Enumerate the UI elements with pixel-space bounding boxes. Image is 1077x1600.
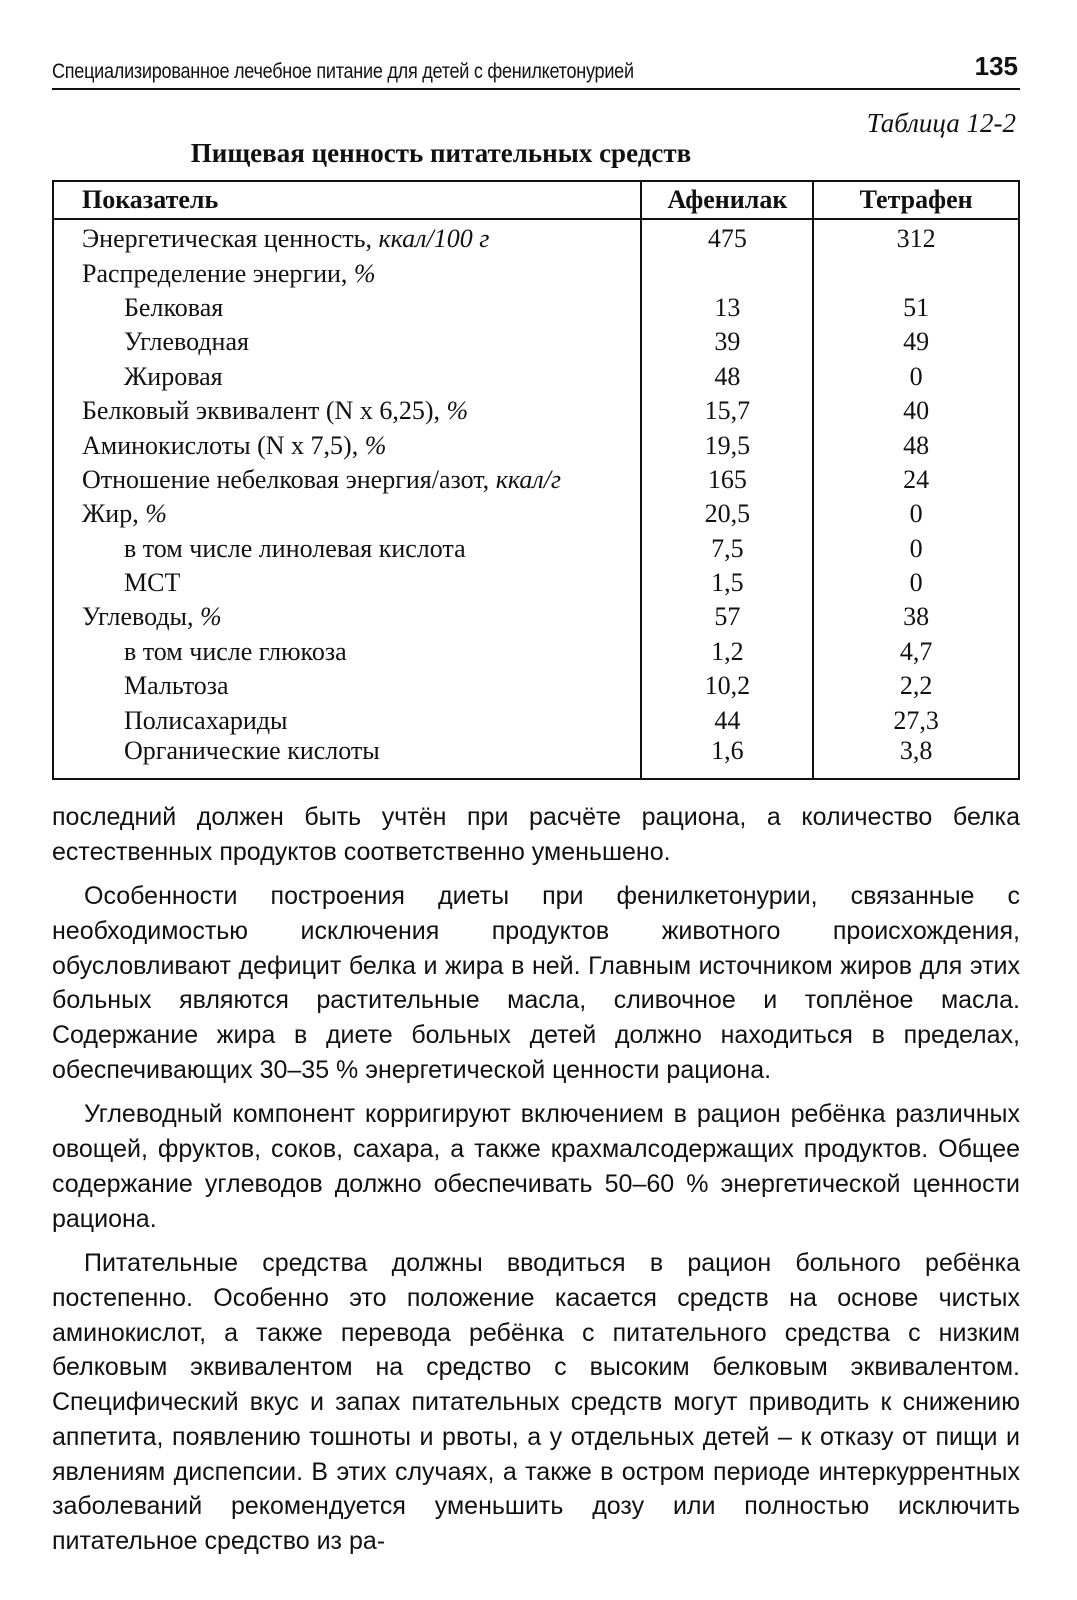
cell-afenilak: 19,5 bbox=[641, 428, 813, 462]
table-title: Пищевая ценность питательных средств bbox=[190, 138, 692, 168]
column-header-indicator: Показатель bbox=[53, 181, 641, 219]
table-row bbox=[53, 600, 1019, 634]
body-text bbox=[52, 800, 1020, 1559]
row-label: Распределение энергии, bbox=[82, 258, 354, 288]
row-label: Отношение небелковая энергия/азот, bbox=[82, 464, 496, 494]
cell-tetrafen: 0 bbox=[813, 360, 1019, 394]
cell-tetrafen bbox=[813, 256, 1019, 290]
cell-afenilak: 20,5 bbox=[641, 497, 813, 531]
row-unit: % bbox=[200, 602, 222, 632]
row-label: Белковая bbox=[124, 292, 224, 322]
row-indicator bbox=[53, 463, 641, 497]
row-indicator bbox=[53, 394, 641, 428]
table-row bbox=[53, 463, 1019, 497]
row-unit: ккал/г bbox=[495, 464, 562, 494]
table-row bbox=[53, 497, 1019, 531]
cell-afenilak: 165 bbox=[641, 463, 813, 497]
table-row bbox=[53, 325, 1019, 359]
cell-afenilak: 39 bbox=[641, 325, 813, 359]
row-label: Органические кислоты bbox=[124, 735, 380, 765]
paragraph-introduction: Питательные средства должны вводиться в рацион больного ребёнка постепенно. Особенно это положение касается средств на основе чистых аминокислот, а также перевода ребёнка с питательного средства с низким белковым эквивалентом на средство с высоким белковым эквивалентом. Специфический вкус и запах питательных средств могут приводить к снижению аппетита, появлению тошноты и рвоты, а у отдельных детей – к отказу от пищи и явлениям диспепсии. В этих случаях, а также в остром периоде интеркуррентных заболеваний рекомендуется уменьшить дозу или полностью исключить питательное средство из ра- bbox=[52, 1249, 1020, 1555]
row-indicator bbox=[53, 325, 641, 359]
cell-tetrafen: 40 bbox=[813, 394, 1019, 428]
cell-tetrafen: 2,2 bbox=[813, 669, 1019, 703]
table-row bbox=[53, 219, 1019, 256]
row-label: в том числе глюкоза bbox=[124, 636, 347, 666]
cell-afenilak bbox=[641, 256, 813, 290]
row-unit: ккал/100 г bbox=[378, 224, 490, 254]
table-row bbox=[53, 669, 1019, 703]
table-body bbox=[53, 219, 1019, 779]
row-label: Аминокислоты (N x 7,5), bbox=[82, 430, 365, 460]
cell-tetrafen: 3,8 bbox=[813, 738, 1019, 779]
row-indicator bbox=[53, 428, 641, 462]
cell-tetrafen: 0 bbox=[813, 566, 1019, 600]
cell-tetrafen: 51 bbox=[813, 291, 1019, 325]
row-unit: % bbox=[145, 499, 167, 529]
cell-tetrafen: 38 bbox=[813, 600, 1019, 634]
row-indicator bbox=[53, 532, 641, 566]
cell-tetrafen: 4,7 bbox=[813, 635, 1019, 669]
table-row bbox=[53, 635, 1019, 669]
row-label: Углеводная bbox=[124, 327, 249, 357]
table-row bbox=[53, 256, 1019, 290]
cell-afenilak: 48 bbox=[641, 360, 813, 394]
paragraph-carbohydrates: Углеводный компонент корригируют включением в рацион ребёнка различных овощей, фруктов, соков, сахара, а также крахмалсодержащих продуктов. Общее содержание углеводов должно обеспечивать 50–60 % энергетической ценности рациона. bbox=[52, 1100, 1020, 1233]
cell-afenilak: 1,2 bbox=[641, 635, 813, 669]
cell-afenilak: 475 bbox=[641, 219, 813, 256]
running-title: Специализированное лечебное питание для детей с фенилкетонурией bbox=[52, 60, 634, 83]
row-label: Белковый эквивалент (N x 6,25), bbox=[82, 396, 447, 426]
row-label: в том числе линолевая кислота bbox=[124, 533, 466, 563]
table-row bbox=[53, 428, 1019, 462]
table-row bbox=[53, 703, 1019, 737]
table-row bbox=[53, 360, 1019, 394]
cell-afenilak: 44 bbox=[641, 703, 813, 737]
cell-tetrafen: 24 bbox=[813, 463, 1019, 497]
cell-afenilak: 1,6 bbox=[641, 738, 813, 779]
cell-tetrafen: 0 bbox=[813, 532, 1019, 566]
row-label: Углеводы, bbox=[82, 602, 201, 632]
running-header bbox=[52, 42, 1020, 90]
nutrition-table bbox=[52, 180, 1020, 780]
column-header-tetrafen: Тетрафен bbox=[813, 181, 1019, 219]
column-header-afenilak: Афенилак bbox=[641, 181, 813, 219]
row-indicator bbox=[53, 669, 641, 703]
cell-tetrafen: 49 bbox=[813, 325, 1019, 359]
row-indicator bbox=[53, 360, 641, 394]
table-row bbox=[53, 566, 1019, 600]
cell-tetrafen: 312 bbox=[813, 219, 1019, 256]
cell-afenilak: 1,5 bbox=[641, 566, 813, 600]
table-row bbox=[53, 738, 1019, 779]
row-indicator bbox=[53, 600, 641, 634]
row-indicator bbox=[53, 219, 641, 256]
row-label: Энергетическая ценность, bbox=[82, 224, 379, 254]
row-label: Полисахариды bbox=[124, 705, 288, 735]
cell-afenilak: 13 bbox=[641, 291, 813, 325]
row-unit: % bbox=[353, 258, 376, 288]
row-indicator bbox=[53, 256, 641, 290]
table-row bbox=[53, 394, 1019, 428]
cell-afenilak: 10,2 bbox=[641, 669, 813, 703]
row-label: Мальтоза bbox=[124, 671, 229, 701]
row-indicator bbox=[53, 566, 641, 600]
table-header-row bbox=[53, 181, 1019, 219]
table-label: Таблица 12-2 bbox=[866, 108, 1016, 138]
row-indicator bbox=[53, 635, 641, 669]
table-row bbox=[53, 291, 1019, 325]
cell-tetrafen: 27,3 bbox=[813, 703, 1019, 737]
row-unit: % bbox=[446, 396, 469, 426]
cell-afenilak: 7,5 bbox=[641, 532, 813, 566]
row-label: Жировая bbox=[124, 361, 223, 391]
row-indicator bbox=[53, 497, 641, 531]
row-indicator bbox=[53, 291, 641, 325]
paragraph-continuation: последний должен быть учтён при расчёте рациона, а количество белка естественных продуктов соответственно уменьшено. bbox=[52, 802, 1020, 866]
row-unit: % bbox=[364, 430, 387, 460]
row-indicator bbox=[53, 735, 641, 779]
page-number: 135 bbox=[974, 51, 1018, 81]
row-label: МСТ bbox=[124, 568, 181, 598]
table-row bbox=[53, 532, 1019, 566]
row-indicator bbox=[53, 703, 641, 737]
cell-tetrafen: 48 bbox=[813, 428, 1019, 462]
row-label: Жир, bbox=[82, 499, 146, 529]
cell-afenilak: 15,7 bbox=[641, 394, 813, 428]
paragraph-diet-features: Особенности построения диеты при фенилкетонурии, связанные с необходимостью исключения продуктов животного происхождения, обусловливают дефицит белка и жира в ней. Главным источником жиров для этих больных являются растительные масла, сливочное и топлёное масла. Содержание жира в диете больных детей должно находиться в пределах, обеспечивающих 30–35 % энергетической ценности рациона. bbox=[52, 882, 1020, 1084]
cell-tetrafen: 0 bbox=[813, 497, 1019, 531]
cell-afenilak: 57 bbox=[641, 600, 813, 634]
document-page bbox=[52, 42, 1020, 1569]
